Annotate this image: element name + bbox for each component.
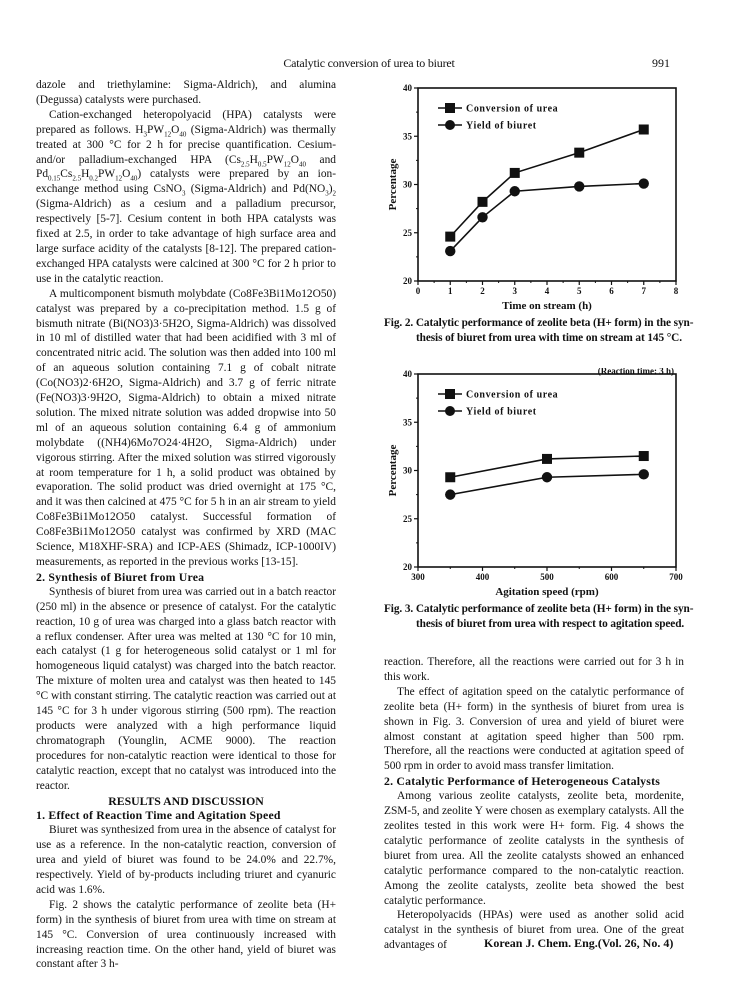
page-number: 991 <box>652 56 670 70</box>
y-axis-label: Percentage <box>387 158 399 211</box>
results-heading: RESULTS AND DISCUSSION <box>108 793 264 808</box>
paragraph: Fig. 2 shows the catalytic performance of zeolite beta (H+ form) in the synthesis of biuret from urea with time on stream at 145 °C. Conversion of urea continuously increased with increasing reaction time. On the other hand, yield of biuret was constant after 3 h- <box>36 898 336 971</box>
chart-annotation: (Reaction time: 3 h) <box>597 368 674 376</box>
x-tick-label: 600 <box>604 572 619 582</box>
y-tick-label: 25 <box>403 513 412 524</box>
y-tick-label: 30 <box>403 465 412 476</box>
paragraph: dazole and triethylamine: Sigma-Aldrich), and alumina (Degussa) catalysts were purchased. <box>36 79 336 106</box>
plot-frame <box>418 374 676 567</box>
legend-circle-icon <box>445 406 455 416</box>
paragraph-synthesis: Synthesis of biuret from urea was carried out in a batch reactor (250 ml) in the absence or presence of catalyst. For the catalytic reaction, 10 g of urea was charged into a glass batch reactor with a reflux condenser. After urea was melted at 130 °C for 10 min, each catalyst (1 g for heterogeneous solid catalyst or 1 ml for homogeneous liquid catalyst) was charged into the batch reactor. The mixture of molten urea and catalyst was then heated to 145 °C with constant stirring. The catalytic reaction was carried out at 145 °C for 3 h under vigorous stirring (500 rpm). The reaction products were analyzed with a high performance liquid chromatograph (Younglin, ACME 9000). The reaction procedures for non-catalytic reaction were identical to those for catalytic reaction, except that no catalyst was introduced into the reactor. <box>36 585 336 792</box>
legend-label: Conversion of urea <box>466 103 559 115</box>
x-tick-label: 700 <box>669 572 683 582</box>
legend-label: Yield of biuret <box>466 120 537 132</box>
figure-3 <box>384 368 694 632</box>
x-tick-label: 6 <box>609 286 614 296</box>
paragraph: Biuret was synthesized from urea in the absence of catalyst for use as a reference. In the non-catalytic reaction, conversion of urea and yield of biuret was found to be 24.0% and 22.7%, respectively. Yield of by-products including triuret and cyanuric acid was 1.6%. <box>36 824 336 896</box>
circle-marker <box>639 178 649 188</box>
journal-footer: Korean J. Chem. Eng.(Vol. 26, No. 4) <box>484 936 674 950</box>
x-tick-label: 0 <box>415 286 421 296</box>
legend-label: Conversion of urea <box>466 389 559 401</box>
x-tick-label: 5 <box>577 286 582 296</box>
legend-square-icon <box>445 103 455 113</box>
subsection-heading: 1. Effect of Reaction Time and Agitation Speed <box>36 808 281 823</box>
legend-circle-icon <box>445 120 455 130</box>
square-marker <box>445 232 455 242</box>
paragraph: Heteropolyacids (HPAs) were used as another solid acid catalyst in the synthesis of biuret from urea. One of the great advantages of <box>384 909 684 952</box>
circle-marker <box>510 186 520 196</box>
paragraph: Among various zeolite catalysts, zeolite beta, mordenite, ZSM-5, and zeolite Y were chosen as exemplary catalysts. All the zeolites tested in this work were H+ form. Fig. 4 shows the catalytic performance of zeolite catalysts in the synthesis of biuret from urea. All the zeolite catalysts showed an enhanced catalytic performance compared to the non-catalytic reaction. Among the zeolite catalysts, zeolite beta showed the best catalytic performance. <box>384 790 684 907</box>
x-tick-label: 3 <box>512 286 517 296</box>
square-marker <box>510 168 520 178</box>
circle-marker <box>445 489 455 499</box>
x-axis-label: Agitation speed (rpm) <box>495 586 599 598</box>
x-tick-label: 1 <box>448 286 453 296</box>
circle-marker <box>445 246 455 256</box>
y-tick-label: 40 <box>403 369 412 379</box>
circle-marker <box>574 181 584 191</box>
square-marker <box>478 197 488 207</box>
square-marker <box>445 472 455 482</box>
fig2-line-chart <box>384 82 694 314</box>
paragraph: reaction. Therefore, all the reactions were carried out for 3 h in this work. <box>384 656 684 683</box>
section-heading: 2. Catalytic Performance of Heterogeneous Catalysts <box>384 774 660 789</box>
y-tick-label: 40 <box>403 83 412 93</box>
x-tick-label: 4 <box>544 286 550 296</box>
y-tick-label: 30 <box>403 179 412 190</box>
header-title: Catalytic conversion of urea to biuret <box>283 56 455 70</box>
square-marker <box>639 451 649 461</box>
y-axis-label: Percentage <box>387 444 399 497</box>
y-tick-label: 25 <box>403 227 412 238</box>
right-column <box>384 655 684 953</box>
figure-2 <box>384 82 694 346</box>
circle-marker <box>639 469 649 479</box>
square-marker <box>639 124 649 134</box>
square-marker <box>574 148 584 158</box>
paragraph: The effect of agitation speed on the catalytic performance of zeolite beta (H+ form) in the synthesis of biuret from urea is shown in Fig. 3. Conversion of urea and yield of biuret were almost constant at agitation speed higher than 500 rpm. Therefore, all the reactions were conducted at agitation speed of 500 rpm in order to avoid mass transfer limitation. <box>384 685 684 773</box>
fig3-line-chart <box>384 368 694 600</box>
x-tick-label: 500 <box>540 572 554 582</box>
figure-caption: Fig. 3. Catalytic performance of zeolite beta (H+ form) in the syn- thesis of biuret from urea with respect to agitation speed. <box>384 603 694 630</box>
x-tick-label: 8 <box>673 286 679 296</box>
square-marker <box>542 454 552 464</box>
x-tick-label: 2 <box>480 286 485 296</box>
figure-caption: Fig. 2. Catalytic performance of zeolite beta (H+ form) in the syn- thesis of biuret from urea with time on stream at 145 °C. <box>384 317 694 344</box>
x-tick-label: 400 <box>475 572 490 582</box>
left-column <box>36 78 336 972</box>
legend-label: Yield of biuret <box>466 406 537 418</box>
y-tick-label: 35 <box>403 417 412 428</box>
circle-marker <box>542 472 552 482</box>
y-tick-label: 35 <box>403 131 412 142</box>
x-tick-label: 300 <box>411 572 425 582</box>
x-tick-label: 7 <box>641 286 646 296</box>
legend-square-icon <box>445 389 455 399</box>
x-axis-label: Time on stream (h) <box>502 300 592 312</box>
y-tick-label: 20 <box>403 276 412 286</box>
paragraph-bismuth-molybdate: A multicomponent bismuth molybdate (Co8Fe3Bi1Mo12O50) catalyst was prepared by a co-precipitation method. 1.5 g of bismuth nitrate (Bi(NO3)3·5H2O, Sigma-Aldrich) was dissolved in 10 ml of distilled water that had been acidified with 3 ml of concentrated nitric acid. The solution was then added into 100 ml of an aqueous solution containing 7.1 g of cobalt nitrate (Co(NO3)2·6H2O, Sigma-Aldrich) and 3.7 g of ferric nitrate (Fe(NO3)3·9H2O, Sigma-Aldrich) to obtain a mixed nitrate solution. The mixed nitrate solution was added dropwise into 50 ml of an aqueous solution containing 6.4 g of ammonium molybdate ((NH4)6Mo7O24·4H2O, Sigma-Aldrich) under vigorous stirring. After the mixed solution was stirred vigorously at room temperature for 1 h, a solid product was obtained by evaporation. The solid product was dried overnight at 175 °C, and it was then calcined at 475 °C for 5 h in an air stream to yield Co8Fe3Bi1Mo12O50 catalyst. Successful formation of Co8Fe3Bi1Mo12O50 catalyst was confirmed by XRD (MAC Science, M18XHF-SRA) and ICP-AES (Shimadz, ICP-1000IV) measurements, as reported in the previous works [13-15]. <box>36 287 336 568</box>
y-tick-label: 20 <box>403 562 412 572</box>
paragraph-hpa: Cation-exchanged heteropolyacid (HPA) catalysts were prepared as follows. $H_3PW_{12}O_{40}$ (Sigma-Aldrich) was thermally treated at 300 °C for 2 h for precise quantification. Cesium- and/or palladium-exchanged HPA ($Cs_{2.5}H_{0.5}PW_{12}O_{40}$ and $Pd_{0.15}Cs_{2.5}H_{0.2}PW_{12}O_{40}$) catalysts were prepared by an ion-exchange method using CsNO$_3$ (Sigma-Aldrich) and $Pd(NO_3)_2$ (Sigma-Aldrich) as a cesium and a palladium precursor, respectively [5-7]. Cesium content in both HPA catalysts was fixed at 2.5, in order to take advantage of high surface area and large surface acidity of the catalysts [8-12]. The prepared cation-exchanged HPA catalysts were calcined at 300 °C for 2 h prior to use in the catalytic reaction. <box>36 108 337 285</box>
circle-marker <box>477 212 487 222</box>
section-heading: 2. Synthesis of Biuret from Urea <box>36 569 205 584</box>
